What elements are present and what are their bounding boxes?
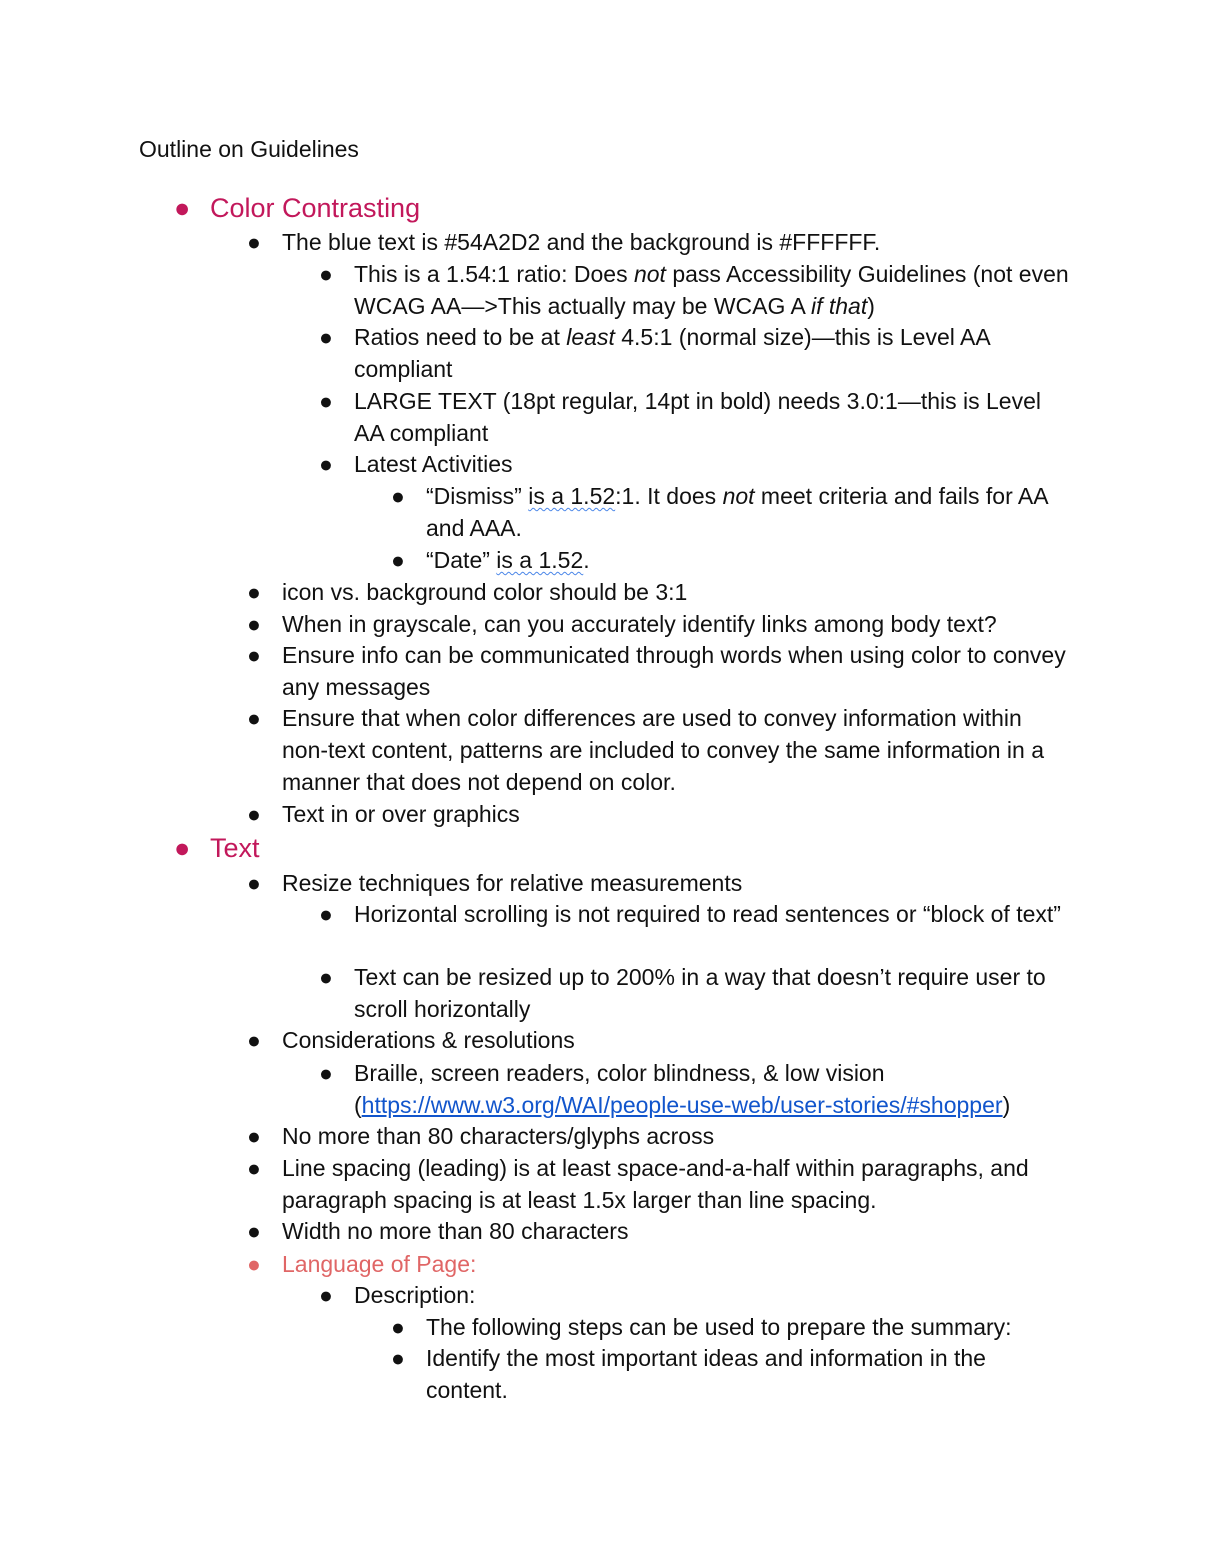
bullet-icon: ●: [247, 1218, 261, 1244]
bullet-icon: ●: [247, 1027, 261, 1053]
list-item: ● Text in or over graphics: [282, 798, 1072, 830]
bullet-icon: ●: [247, 801, 261, 827]
document-title: Outline on Guidelines: [139, 136, 359, 162]
list-item: ● “Date” is a 1.52.: [426, 544, 1066, 576]
list-item: ● LARGE TEXT (18pt regular, 14pt in bold) needs 3.0:1—this is Level AA compliant: [354, 385, 1074, 449]
bullet-icon: ●: [319, 901, 333, 927]
list-item: ● Ratios need to be at least 4.5:1 (normal size)—this is Level AA compliant: [354, 321, 1074, 385]
bullet-icon: ●: [391, 1314, 405, 1340]
list-item: ● icon vs. background color should be 3:1: [282, 576, 1072, 608]
spellcheck-underline[interactable]: is a 1.52: [496, 547, 584, 573]
spellcheck-underline[interactable]: is a 1.52: [528, 483, 616, 509]
bullet-icon: ●: [247, 705, 261, 731]
list-item: ● Ensure info can be communicated through words when using color to convey any messages: [282, 639, 1072, 703]
list-item: ● When in grayscale, can you accurately identify links among body text?: [282, 608, 1072, 640]
bullet-icon: ●: [247, 870, 261, 896]
list-item-language: ● Language of Page:: [282, 1248, 1072, 1280]
bullet-icon: ●: [319, 324, 333, 350]
bullet-icon: ●: [319, 451, 333, 477]
list-item: ● The following steps can be used to prepare the summary:: [426, 1311, 1066, 1343]
bullet-icon: ●: [247, 611, 261, 637]
bullet-icon: ●: [247, 642, 261, 668]
bullet-icon: ●: [319, 261, 333, 287]
bullet-icon: ●: [319, 1282, 333, 1308]
bullet-icon: ●: [391, 547, 405, 573]
list-item: ● Line spacing (leading) is at least space-and-a-half within paragraphs, and paragraph spacing is at least 1.5x larger than line spacing.: [282, 1152, 1072, 1216]
list-item: ● Text can be resized up to 200% in a way that doesn’t require user to scroll horizontally: [354, 961, 1074, 1025]
list-item: ● This is a 1.54:1 ratio: Does not pass Accessibility Guidelines (not even WCAG AA—>This actually may be WCAG A if that): [354, 258, 1074, 322]
bullet-icon: ●: [319, 388, 333, 414]
list-item: ● Horizontal scrolling is not required to read sentences or “block of text”: [354, 898, 1074, 930]
list-item: ● Ensure that when color differences are used to convey information within non-text content, patterns are included to convey the same information in a manner that does not depend on color.: [282, 702, 1072, 798]
bullet-icon: ●: [174, 193, 191, 223]
heading-color-contrasting: ● Color Contrasting: [174, 193, 421, 223]
list-item: ● Identify the most important ideas and information in the content.: [426, 1342, 1066, 1406]
list-item: ● Resize techniques for relative measurements: [282, 867, 1072, 899]
heading-text: ● Text: [174, 833, 260, 863]
bullet-icon: ●: [174, 833, 191, 863]
list-item: ● Braille, screen readers, color blindness, & low vision (https://www.w3.org/WAI/people-use-web/user-stories/#shopper): [354, 1057, 1074, 1121]
bullet-icon: ●: [247, 1251, 261, 1277]
list-item: ● Latest Activities: [354, 448, 1074, 480]
bullet-icon: ●: [247, 1123, 261, 1149]
list-item: ● Considerations & resolutions: [282, 1024, 1072, 1056]
bullet-icon: ●: [319, 1060, 333, 1086]
list-item: ● The blue text is #54A2D2 and the background is #FFFFFF.: [282, 226, 1072, 258]
bullet-icon: ●: [247, 579, 261, 605]
bullet-icon: ●: [391, 1345, 405, 1371]
user-stories-link[interactable]: https://www.w3.org/WAI/people-use-web/user-stories/#shopper: [361, 1092, 1003, 1118]
bullet-icon: ●: [247, 1155, 261, 1181]
bullet-icon: ●: [247, 229, 261, 255]
bullet-icon: ●: [391, 483, 405, 509]
list-item: ● “Dismiss” is a 1.52:1. It does not meet criteria and fails for AA and AAA.: [426, 480, 1066, 544]
list-item: ● Description:: [354, 1279, 1074, 1311]
list-item: ● Width no more than 80 characters: [282, 1215, 1072, 1247]
bullet-icon: ●: [319, 964, 333, 990]
list-item: ● No more than 80 characters/glyphs across: [282, 1120, 1072, 1152]
